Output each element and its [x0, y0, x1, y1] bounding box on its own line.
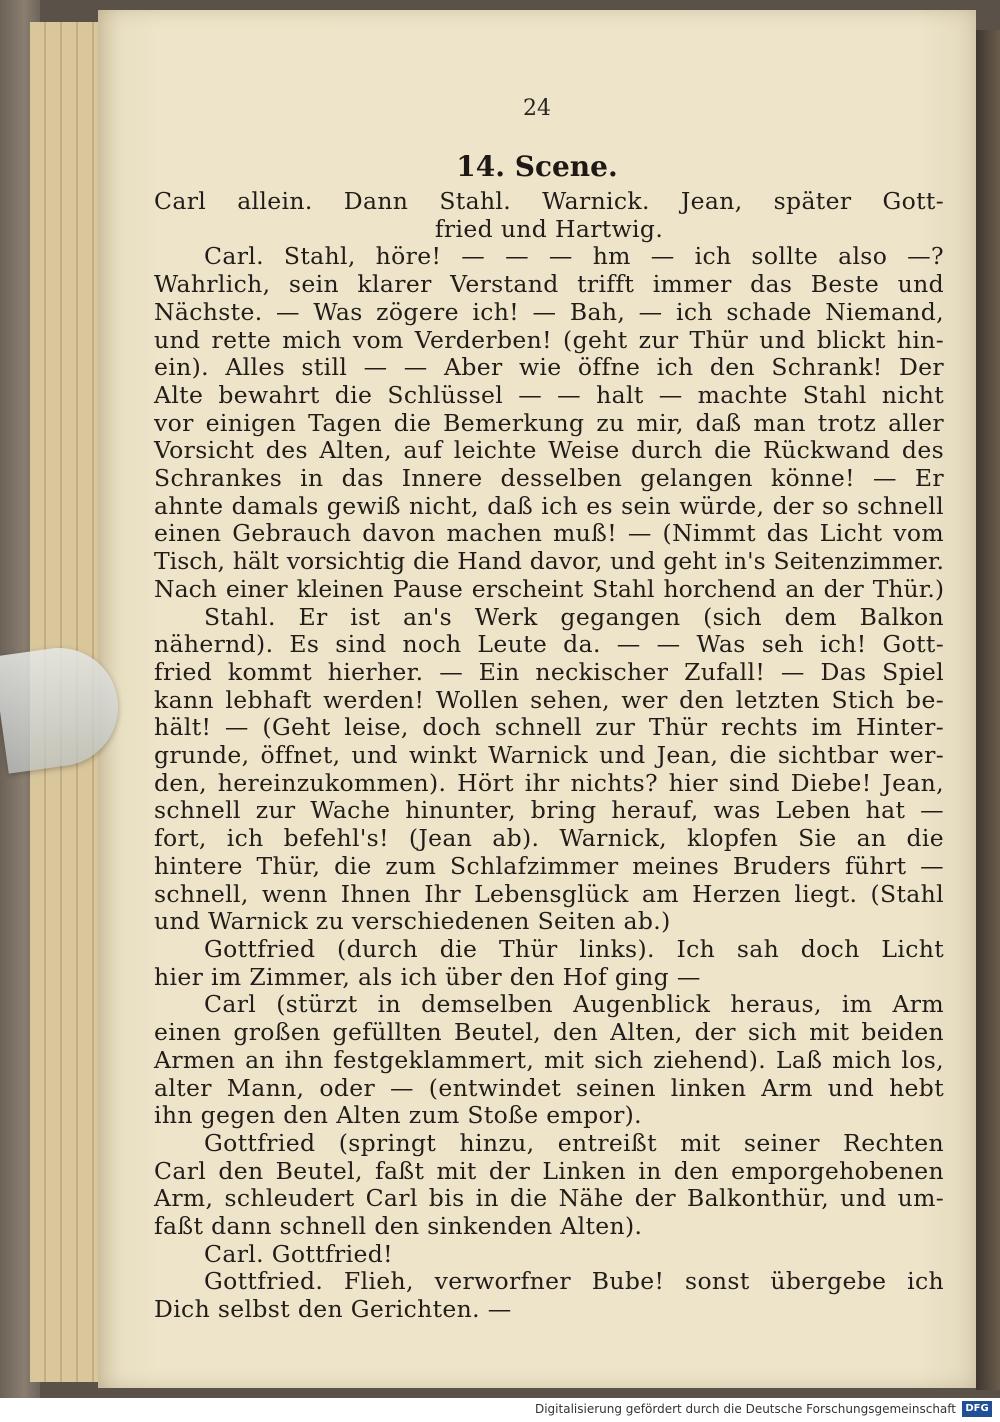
- text-line: ein). Alles still — — Aber wie öffne ich den Schrank! Der: [154, 353, 944, 382]
- text-line: einen großen gefüllten Beutel, den Alten, der sich mit beiden: [154, 1018, 944, 1047]
- text-line: Nach einer kleinen Pause erscheint Stahl horchend an der Thür.): [154, 574, 944, 603]
- text-line: fort, ich befehl's! (Jean ab). Warnick, klopfen Sie an die: [154, 824, 944, 853]
- text-line: Tisch, hält vorsichtig die Hand davor, und geht in's Seitenzimmer.: [154, 547, 944, 576]
- dfg-logo: DFG: [962, 1401, 992, 1417]
- text-line: Alte bewahrt die Schlüssel — — halt — machte Stahl nicht: [154, 380, 944, 409]
- text-line: Vorsicht des Alten, auf leichte Weise durch die Rückwand des: [154, 436, 944, 465]
- scene-title: 14. Scene.: [456, 150, 618, 183]
- text-line: faßt dann schnell den sinkenden Alten).: [154, 1212, 643, 1241]
- scanner-right-edge: [976, 30, 1000, 1390]
- text-line: vor einigen Tagen die Bemerkung zu mir, daß man trotz aller: [154, 408, 944, 437]
- text-line: Gottfried (springt hinzu, entreißt mit seiner Rechten: [204, 1128, 944, 1157]
- text-line: Carl allein. Dann Stahl. Warnick. Jean, später Gott-: [154, 187, 944, 215]
- text-line: hier im Zimmer, als ich über den Hof ging —: [154, 962, 701, 991]
- text-line: hält! — (Geht leise, doch schnell zur Thür rechts im Hinter-: [154, 713, 944, 742]
- text-line: fried kommt hierher. — Ein neckischer Zufall! — Das Spiel: [154, 657, 944, 686]
- text-line: nähernd). Es sind noch Leute da. — — Was seh ich! Gott-: [154, 630, 944, 659]
- text-line: fried und Hartwig.: [434, 214, 664, 243]
- text-line: ihn gegen den Alten zum Stoße empor).: [154, 1101, 642, 1130]
- text-line: Gottfried. Flieh, verworfner Bube! sonst übergebe ich: [204, 1267, 944, 1296]
- text-line: den, hereinzukommen). Hört ihr nichts? hier sind Diebe! Jean,: [154, 768, 944, 797]
- digitization-credit: Digitalisierung gefördert durch die Deutsche Forschungsgemeinschaft: [534, 1402, 956, 1416]
- text-line: und rette mich vom Verderben! (geht zur Thür und blickt hin-: [154, 325, 944, 354]
- book-page: [98, 10, 976, 1388]
- text-line: Stahl. Er ist an's Werk gegangen (sich dem Balkon: [204, 602, 944, 631]
- text-line: Carl. Gottfried!: [204, 1239, 393, 1268]
- text-line: Dich selbst den Gerichten. —: [154, 1295, 512, 1324]
- text-line: schnell, wenn Ihnen Ihr Lebensglück am Herzen liegt. (Stahl: [154, 879, 944, 908]
- text-line: Carl (stürzt in demselben Augenblick heraus, im Arm: [204, 990, 944, 1019]
- text-line: ahnte damals gewiß nicht, daß ich es sein würde, der so schnell: [154, 491, 944, 520]
- text-line: Gottfried (durch die Thür links). Ich sah doch Licht: [204, 934, 944, 963]
- text-line: kann lebhaft werden! Wollen sehen, wer den letzten Stich be-: [154, 685, 944, 714]
- text-line: Wahrlich, sein klarer Verstand trifft immer das Beste und: [154, 270, 944, 299]
- text-line: Armen an ihn festgeklammert, mit sich ziehend). Laß mich los,: [154, 1045, 944, 1074]
- text-line: Nächste. — Was zögere ich! — Bah, — ich schade Niemand,: [154, 297, 944, 326]
- text-line: Carl den Beutel, faßt mit der Linken in den emporgehobenen: [154, 1156, 944, 1185]
- text-line: einen Gebrauch davon machen muß! — (Nimmt das Licht vom: [154, 519, 944, 548]
- text-line: und Warnick zu verschiedenen Seiten ab.): [154, 907, 671, 936]
- text-line: Schrankes in das Innere desselben gelangen könne! — Er: [154, 464, 944, 493]
- text-line: schnell zur Wache hinunter, bring herauf, was Leben hat —: [154, 796, 944, 825]
- text-line: grunde, öffnet, und winkt Warnick und Jean, die sichtbar wer-: [154, 741, 944, 770]
- text-line: Carl. Stahl, höre! — — — hm — ich sollte also —?: [204, 242, 944, 271]
- page-number: 24: [523, 96, 551, 121]
- text-line: Arm, schleudert Carl bis in die Nähe der Balkonthür, und um-: [154, 1184, 944, 1213]
- page-text: [154, 188, 944, 1324]
- text-line: alter Mann, oder — (entwindet seinen linken Arm und hebt: [154, 1073, 944, 1102]
- text-line: hintere Thür, die zum Schlafzimmer meines Bruders führt —: [154, 851, 944, 880]
